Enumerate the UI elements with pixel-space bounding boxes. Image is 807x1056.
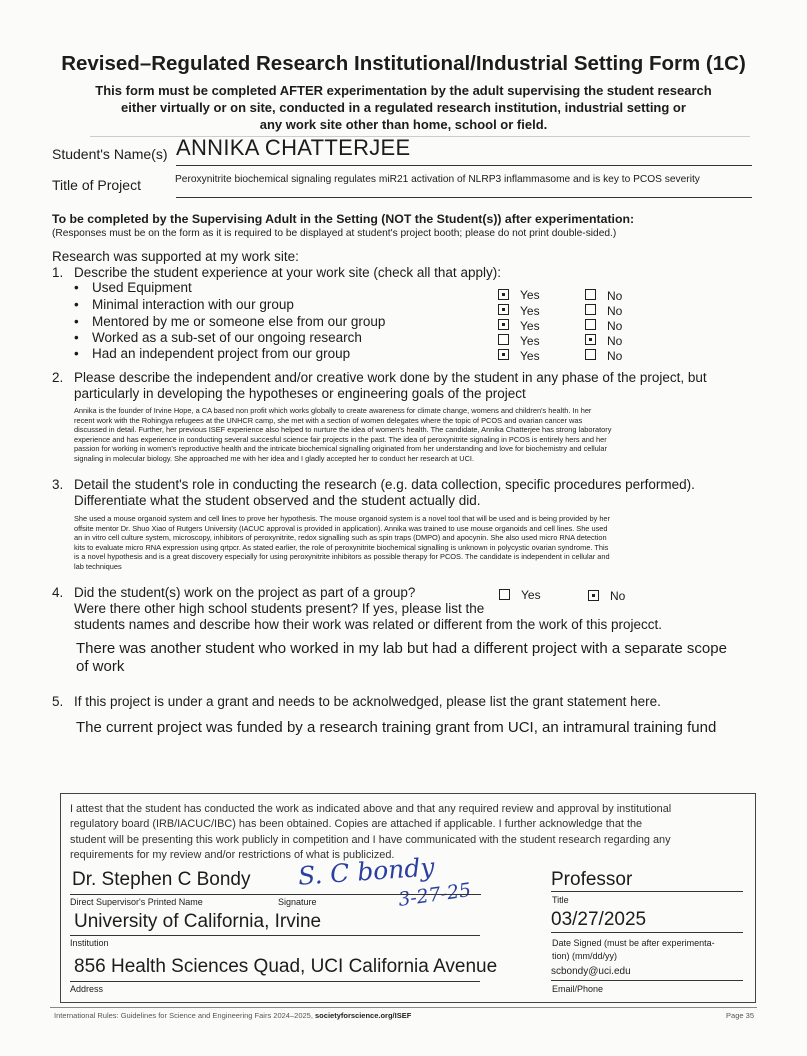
instructions-heading: To be completed by the Supervising Adult in the Setting (NOT the Student(s)) after experimentation: bbox=[52, 212, 635, 226]
q4-text-line: students names and describe how their work was related or different from the work of this projecct. bbox=[74, 617, 663, 632]
date-signed-underline bbox=[551, 932, 743, 933]
q3-number: 3. bbox=[52, 477, 64, 492]
attestation-line: student will be presenting this work publicly in competition and I have communicated with the student research regarding any bbox=[70, 833, 671, 846]
q4-yes-label: Yes bbox=[521, 588, 541, 602]
footer-divider bbox=[50, 1007, 757, 1008]
q2-answer-line: Annika is the founder of Irvine Hope, a CA based non profit which works globally to create awareness for climate change, womens and children's health. In her bbox=[74, 406, 592, 415]
q4-answer[interactable] bbox=[76, 640, 756, 676]
q1-item-label: • Used Equipment bbox=[92, 280, 192, 296]
supervisor-name-label: Direct Supervisor's Printed Name bbox=[70, 897, 203, 907]
support-intro: Research was supported at my work site: bbox=[52, 249, 299, 264]
q2-text-line: particularly in developing the hypotheses or engineering goals of the project bbox=[74, 386, 526, 401]
attestation-line: requirements for my review and/or restrictions of what is publicized. bbox=[70, 849, 395, 862]
signature-underline bbox=[276, 894, 481, 895]
q2-answer-line: experience and has experience in conducting several succesful science fair projects in the past. The idea of peroxynitrite signaling in PCOS is entirely hers and her bbox=[74, 434, 607, 444]
q2-number: 2. bbox=[52, 370, 64, 385]
date-signed-label bbox=[552, 937, 715, 963]
q1-no-label: No bbox=[607, 334, 623, 348]
q1-item-label: • Minimal interaction with our group bbox=[92, 297, 294, 313]
date-signed-field[interactable]: 03/27/2025 bbox=[551, 909, 647, 930]
title-label: Title bbox=[552, 895, 569, 905]
q4-answer-line: There was another student who worked in my lab but had a different project with a separate scope bbox=[76, 640, 727, 657]
q3-answer-line: She used a mouse organoid system and cell lines to prove her hypothesis. The mouse organoid system is a novel tool that will be used and is being provided by her bbox=[74, 514, 610, 523]
attestation-line: I attest that the student has conducted the work as indicated above and that any required review and approval by institutional bbox=[70, 803, 672, 815]
footer-text bbox=[54, 1011, 411, 1020]
form-title: Revised–Regulated Research Institutional/Industrial Setting Form (1C) bbox=[61, 52, 746, 75]
q3-answer-line: lab techniques bbox=[74, 561, 122, 571]
q1-no-checkbox[interactable] bbox=[585, 304, 596, 315]
student-name-label: Student's Name(s) bbox=[52, 146, 168, 162]
q1-yes-checkbox[interactable] bbox=[498, 319, 509, 330]
supervisor-name-underline bbox=[70, 894, 276, 895]
q4-answer-line: of work bbox=[76, 658, 125, 675]
q1-yes-label: Yes bbox=[520, 319, 540, 333]
q5-text: If this project is under a grant and needs to be acknolwedged, please list the grant statement here. bbox=[74, 694, 661, 709]
q4-no-label: No bbox=[610, 589, 626, 603]
q2-text bbox=[74, 370, 764, 402]
student-name-field[interactable]: ANNIKA CHATTERJEE bbox=[176, 135, 411, 160]
date-signed-label-line: Date Signed (must be after experimenta- bbox=[552, 938, 715, 948]
q1-no-label: No bbox=[607, 289, 623, 303]
q2-answer-line: passion for working in women's reproductive health and the intricate biochemical signalling originated from her understanding and love for biochemistry and cellular bbox=[74, 444, 608, 454]
footer-guidelines: International Rules: Guidelines for Science and Engineering Fairs 2024–2025, bbox=[54, 1011, 313, 1020]
attestation-line: regulatory board (IRB/IACUC/IBC) has been obtained. Copies are attached if applicable. I further acknowledge that the bbox=[70, 818, 643, 831]
q1-item-label: • Had an independent project from our group bbox=[92, 346, 350, 362]
signature-date: 3-27-25 bbox=[396, 879, 473, 911]
q4-number: 4. bbox=[52, 585, 64, 600]
q1-no-label: No bbox=[607, 349, 623, 363]
q5-answer[interactable]: The current project was funded by a research training grant from UCI, an intramural training fund bbox=[76, 719, 717, 736]
project-title-label: Title of Project bbox=[52, 177, 141, 193]
email-field[interactable]: scbondy@uci.edu bbox=[551, 966, 631, 977]
institution-underline bbox=[70, 935, 480, 936]
q1-yes-label: Yes bbox=[520, 349, 540, 363]
subtitle-line: This form must be completed AFTER experimentation by the adult supervising the student research bbox=[95, 83, 712, 98]
q3-answer-line: offsite mentor Dr. Shuo Xiao of Rutgers University (IACUC approval is provided in application). Annika was trained to use mouse organoids and cell lines. She used bbox=[74, 523, 608, 533]
subtitle-line: either virtually or on site, conducted in a regulated research institution, industrial setting or bbox=[121, 100, 686, 115]
q1-no-checkbox[interactable] bbox=[585, 289, 596, 300]
address-underline bbox=[70, 981, 480, 982]
q1-yes-label: Yes bbox=[520, 288, 540, 302]
q1-no-checkbox[interactable] bbox=[585, 349, 596, 360]
q1-item-label: • Worked as a sub-set of our ongoing research bbox=[92, 330, 362, 346]
email-label: Email/Phone bbox=[552, 984, 604, 994]
footer-link[interactable]: societyforscience.org/ISEF bbox=[315, 1011, 412, 1020]
q2-answer-line: recent work with the Rohingya refugees at the UNHCR camp, she met with a section of women delegates where the topic of PCOS and ovarian cancer was bbox=[74, 415, 583, 425]
q3-text-line: Differentiate what the student observed and the student actually did. bbox=[74, 493, 481, 508]
q1-no-label: No bbox=[607, 319, 623, 333]
subtitle-line: any work site other than home, school or field. bbox=[259, 117, 548, 132]
q3-text bbox=[74, 477, 764, 509]
title-field[interactable]: Professor bbox=[551, 869, 633, 890]
address-label: Address bbox=[70, 984, 104, 994]
q3-answer[interactable] bbox=[74, 514, 764, 572]
email-underline bbox=[551, 980, 743, 981]
q1-number: 1. bbox=[52, 265, 64, 280]
q4-no-checkbox[interactable] bbox=[588, 590, 599, 601]
q4-text-line: Did the student(s) work on the project as part of a group? bbox=[74, 585, 416, 600]
signature[interactable]: S. C bondy bbox=[297, 852, 436, 891]
q1-yes-label: Yes bbox=[520, 334, 540, 348]
q2-text-line: Please describe the independent and/or creative work done by the student in any phase of the project, but bbox=[74, 370, 707, 385]
project-title-field[interactable]: Peroxynitrite biochemical signaling regulates miR21 activation of NLRP3 inflammasome and is key to PCOS severity bbox=[175, 174, 700, 185]
instructions-note: (Responses must be on the form as it is required to be displayed at student's project booth; please do not print double-sided.) bbox=[52, 228, 617, 239]
q4-yes-checkbox[interactable] bbox=[499, 589, 510, 600]
signature-label: Signature bbox=[278, 897, 317, 907]
project-title-underline bbox=[176, 197, 752, 198]
q3-answer-line: an in vitro cell culture system, microscopy, inhibitors of peroxynitrite, redox signalling such as spin traps (DMPO) and apocynin. She also used micro RNA detection bbox=[74, 533, 607, 543]
student-name-underline bbox=[176, 165, 752, 166]
q1-item-label: • Mentored by me or someone else from our group bbox=[92, 314, 385, 330]
q1-yes-checkbox[interactable] bbox=[498, 334, 509, 345]
form-subtitle bbox=[60, 82, 747, 133]
date-signed-label-line: tion) (mm/dd/yy) bbox=[552, 951, 618, 961]
q3-answer-line: kits to evaluate micro RNA expression using qrtpcr. As stated earlier, the role of peroxynitrite biochemical signalling is unknown in polycystic ovarian syndrome. This bbox=[74, 542, 609, 552]
q4-text-line: Were there other high school students present? If yes, please list the bbox=[74, 601, 485, 616]
q1-yes-checkbox[interactable] bbox=[498, 289, 509, 300]
q1-text: Describe the student experience at your work site (check all that apply): bbox=[74, 265, 501, 280]
q4-text bbox=[74, 585, 764, 633]
q2-answer-line: discussed in detail. Further, her previous ISEF experience also helped to nurture the idea of women's health. The candidate, Annika Chatterjee has strong laboratory bbox=[74, 425, 612, 435]
q1-yes-label: Yes bbox=[520, 304, 540, 318]
q2-answer[interactable] bbox=[74, 406, 764, 464]
q1-no-checkbox[interactable] bbox=[585, 334, 596, 345]
page-number: Page 35 bbox=[726, 1011, 754, 1020]
q5-number: 5. bbox=[52, 694, 64, 709]
q3-text-line: Detail the student's role in conducting the research (e.g. data collection, specific procedures performed). bbox=[74, 477, 695, 492]
institution-field[interactable]: University of California, Irvine bbox=[74, 911, 322, 932]
institution-label: Institution bbox=[70, 938, 109, 948]
q1-no-checkbox[interactable] bbox=[585, 319, 596, 330]
q1-no-label: No bbox=[607, 304, 623, 318]
address-field[interactable]: 856 Health Sciences Quad, UCI California Avenue bbox=[74, 956, 498, 977]
supervisor-name-field[interactable]: Dr. Stephen C Bondy bbox=[72, 869, 251, 890]
q1-yes-checkbox[interactable] bbox=[498, 304, 509, 315]
q2-answer-line: signaling in molecular biology. She approached me with her idea and I gladly accepted her to conduct her research at UCI. bbox=[74, 453, 475, 463]
q1-yes-checkbox[interactable] bbox=[498, 349, 509, 360]
title-underline bbox=[551, 891, 743, 892]
q3-answer-line: is a novel hypothesis and is a great discovery especially for using peroxynitrite inhibitors as possible therapy for PCOS. The candidate is independent in cellular and bbox=[74, 552, 610, 562]
